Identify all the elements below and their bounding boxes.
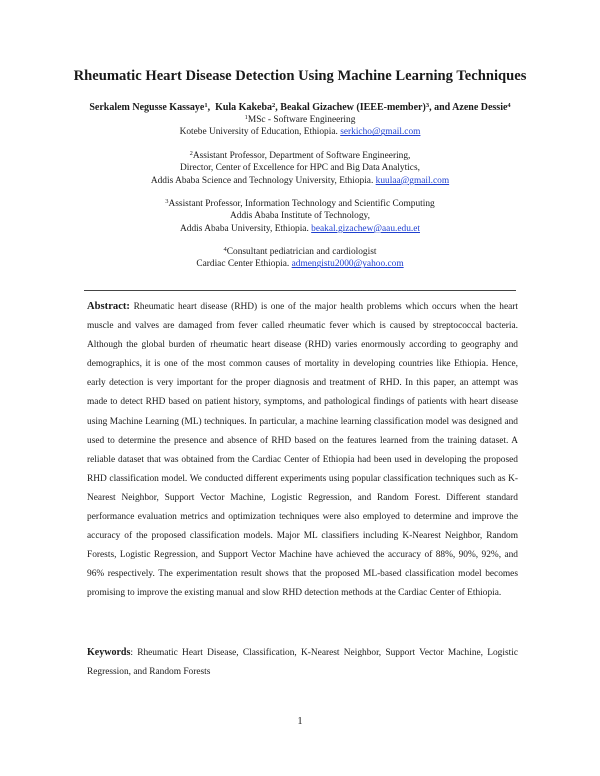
author-name: Kula Kakeba — [215, 102, 273, 113]
affiliation-line: MSc - Software Engineering — [247, 115, 356, 125]
affiliation-line: Addis Ababa University, Ethiopia. — [180, 223, 309, 234]
keywords-text: : Rheumatic Heart Disease, Classification, K-Nearest Neighbor, Support Vector Machine, Logistic Regression, and Random Forests — [87, 648, 518, 677]
author-affiliation-mark: 3 — [425, 102, 430, 109]
keywords-paragraph — [87, 644, 518, 681]
section-divider — [84, 290, 516, 291]
email-link[interactable]: beakal.gizachew@aau.edu.et — [311, 223, 420, 234]
affiliation-3 — [0, 198, 600, 235]
affiliation-mark: 4 — [223, 246, 227, 253]
affiliation-line: Consultant pediatrician and cardiologist — [226, 247, 377, 257]
keywords-label: Keywords — [87, 647, 131, 658]
affiliation-mark: 2 — [189, 150, 193, 157]
affiliation-line: Addis Ababa Institute of Technology, — [230, 211, 370, 222]
author-separator: , — [275, 102, 281, 113]
affiliation-line: Assistant Professor, Information Technology and Scientific Computing — [168, 199, 435, 209]
affiliation-mark: 1 — [244, 114, 248, 121]
author-separator: , — [207, 102, 216, 113]
abstract-paragraph — [87, 297, 518, 604]
author-separator: , and — [429, 102, 453, 113]
affiliation-line: Kotebe University of Education, Ethiopia. — [179, 127, 338, 138]
email-link[interactable]: serkicho@gmail.com — [340, 127, 421, 138]
author-affiliation-mark: 1 — [204, 102, 208, 109]
affiliation-line: Assistant Professor, Department of Software Engineering, — [192, 151, 411, 161]
email-link[interactable]: kuulaa@gmail.com — [375, 175, 450, 186]
abstract-label: Abstract: — [87, 301, 130, 312]
affiliation-line: Addis Ababa Science and Technology University, Ethiopia. — [150, 175, 374, 186]
affiliation-mark: 3 — [165, 198, 169, 205]
author-affiliation-mark: 2 — [272, 102, 276, 109]
email-link[interactable]: admengistu2000@yahoo.com — [291, 259, 404, 270]
author-name: Azene Dessie — [452, 102, 508, 113]
abstract-text: Rheumatic heart disease (RHD) is one of the major health problems which occurs when the heart muscle and valves are damaged from fever called rheumatic fever which is caused by streptococcal bacteria. Although the global burden of rheumatic heart disease (RHD) varies enormously according to geography and demographics, it is one of the most common causes of mortality in developing countries like Ethiopia. Hence, early detection is very important for the proper diagnosis and treatment of RHD. In this paper, an attempt was made to detect RHD based on patient history, symptoms, and pathological findings of patients with heart disease using Machine Learning (ML) techniques. In particular, a machine learning classification model was designed and used to determine the presence and absence of RHD based on the features learned from the training dataset. A reliable dataset that was obtained from the Cardiac Center of Ethiopia had been used in developing the proposed RHD classification model. We conducted different experiments using popular classification techniques such as K-Nearest Neighbor, Support Vector Machine, Logistic Regression, and Random Forest. Different standard performance evaluation metrics and optimization techniques were also employed to determine and improve the accuracy of the proposed classification models. Major ML classifiers including K-Nearest Neighbor, Random Forests, Logistic Regression, and Support Vector Machine have achieved the accuracy of 88%, 90%, 92%, and 96% respectively. The experimentation result shows that the proposed ML-based classification model becomes promising to improve the existing manual and slow RHD detection methods at the Cardiac Center of Ethiopia. — [87, 302, 518, 599]
affiliation-4 — [0, 246, 600, 271]
author-name: Beakal Gizachew (IEEE-member) — [280, 102, 426, 113]
affiliation-line: Director, Center of Excellence for HPC and Big Data Analytics, — [180, 163, 420, 174]
author-name: Serkalem Negusse Kassaye — [89, 102, 205, 113]
page-number: 1 — [297, 716, 303, 727]
affiliation-1 — [0, 114, 600, 139]
affiliation-line: Cardiac Center Ethiopia. — [196, 259, 290, 270]
affiliation-2 — [0, 150, 600, 187]
author-affiliation-mark: 4 — [507, 102, 511, 109]
author-list — [0, 102, 600, 113]
paper-title: Rheumatic Heart Disease Detection Using Machine Learning Techniques — [73, 68, 527, 84]
